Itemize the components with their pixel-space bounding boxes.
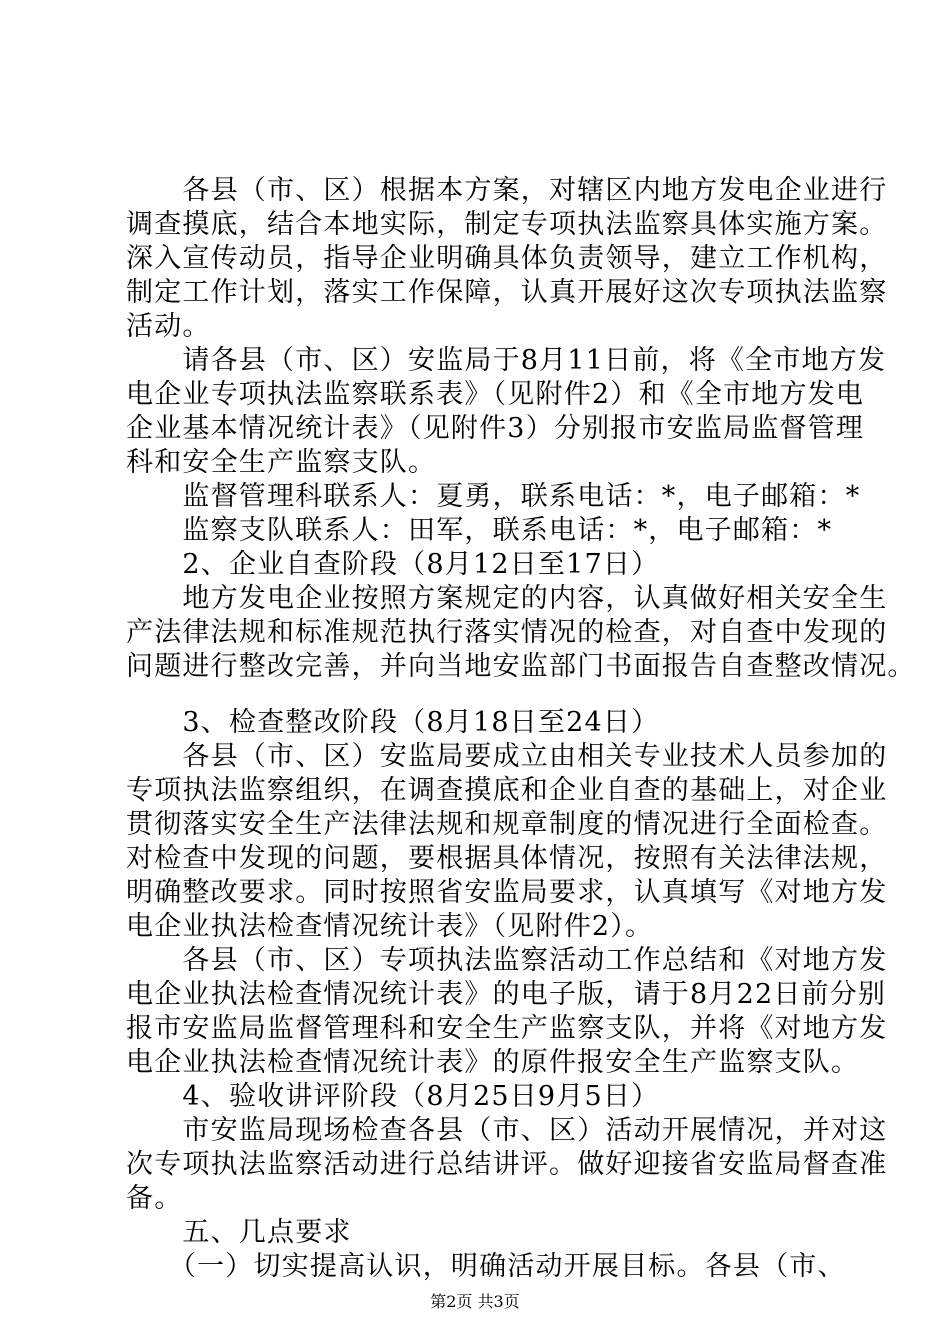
text-line: 明确整改要求。同时按照省安监局要求，认真填写《对地方发 [126,877,888,908]
text-line: 科和安全生产监察支队。 [126,447,437,478]
text-line: 问题进行整改完善，并向当地安监部门书面报告自查整改情况。 [126,651,916,682]
text-line: （一）切实提高认识，明确活动开展目标。各县（市、 [126,1251,846,1282]
text-line: 各县（市、区）专项执法监察活动工作总结和《对地方发 [126,945,888,976]
text-line: 市安监局现场检查各县（市、区）活动开展情况，并对这 [126,1115,888,1146]
text-line: 调查摸底，结合本地实际，制定专项执法监察具体实施方案。 [126,209,888,240]
text-line: 各县（市、区）安监局要成立由相关专业技术人员参加的 [126,741,888,772]
section-heading: 2、企业自查阶段（8月12日至17日） [126,549,660,580]
text-line: 对检查中发现的问题，要根据具体情况，按照有关法律法规， [126,843,888,874]
page-number: 第2页 共3页 [430,1292,520,1311]
contact-line: 监督管理科联系人：夏勇，联系电话：*，电子邮箱：* [126,481,861,512]
text-line: 报市安监局监督管理科和安全生产监察支队，并将《对地方发 [126,1013,888,1044]
contact-line: 监察支队联系人：田军，联系电话：*，电子邮箱：* [126,515,833,546]
text-line: 电企业专项执法监察联系表》（见附件2）和《全市地方发电 [126,379,865,410]
text-line: 深入宣传动员，指导企业明确具体负责领导，建立工作机构， [126,243,888,274]
text-line: 贯彻落实安全生产法律法规和规章制度的情况进行全面检查。 [126,809,888,840]
text-line: 备。 [126,1183,183,1214]
text-line: 专项执法监察组织，在调查摸底和企业自查的基础上，对企业 [126,775,888,806]
text-line: 活动。 [126,311,211,342]
text-line: 制定工作计划，落实工作保障，认真开展好这次专项执法监察 [126,277,888,308]
section-heading: 3、检查整改阶段（8月18日至24日） [126,707,660,738]
text-line: 次专项执法监察活动进行总结讲评。做好迎接省安监局督查准 [126,1149,888,1180]
text-line: 请各县（市、区）安监局于8月11日前，将《全市地方发 [126,345,887,376]
text-line: 企业基本情况统计表》（见附件3）分别报市安监局监督管理 [126,413,865,444]
text-line: 产法律法规和标准规范执行落实情况的检查，对自查中发现的 [126,617,888,648]
text-line: 电企业执法检查情况统计表》的原件报安全生产监察支队。 [126,1047,860,1078]
text-line: 电企业执法检查情况统计表》（见附件2）。 [126,911,654,942]
text-line: 电企业执法检查情况统计表》的电子版，请于8月22日前分别 [126,979,887,1010]
section-heading: 4、验收讲评阶段（8月25日9月5日） [126,1081,660,1112]
section-heading: 五、几点要求 [126,1217,352,1248]
text-line: 地方发电企业按照方案规定的内容，认真做好相关安全生 [126,583,888,614]
text-line: 各县（市、区）根据本方案，对辖区内地方发电企业进行 [126,175,888,206]
